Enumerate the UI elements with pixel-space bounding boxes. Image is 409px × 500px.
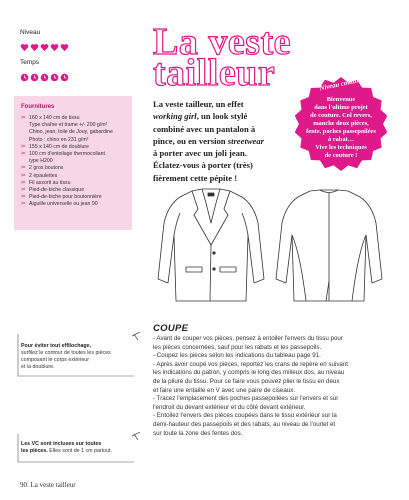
heart-icon — [40, 39, 49, 48]
supply-item — [21, 137, 129, 144]
scissors-icon: ✂ — [21, 115, 26, 121]
intro-line: combiné avec un pantalon à — [153, 123, 256, 134]
level-rating — [20, 39, 70, 57]
supplies-box — [14, 96, 132, 230]
tip-frame — [14, 432, 146, 464]
clock-icon — [30, 69, 39, 78]
supplies-list — [21, 115, 129, 209]
supply-item — [21, 201, 129, 208]
badge-line: dans l'ultime projet — [314, 104, 368, 111]
supply-item — [21, 158, 129, 165]
tip-frame — [14, 332, 146, 378]
badge-line: de couture. Col revers, — [310, 112, 372, 119]
badge-line: de couture ! — [324, 152, 358, 159]
intro-line: à porter avec un joli jean. — [153, 148, 247, 159]
intro-text-span: , un look stylé — [196, 111, 248, 122]
instruction-line: et faire une entaille en V avec une paire de ciseaux. — [153, 386, 296, 394]
clock-icon — [50, 69, 59, 78]
jacket-drawing — [150, 183, 400, 308]
tip-bold: Les VC sont incluses sur toutes — [21, 441, 102, 447]
supply-item — [21, 129, 129, 136]
tip-line: surfilez le contour de toutes les pièces — [21, 350, 111, 357]
intro-italic: streetwear — [227, 135, 265, 146]
badge-body — [297, 96, 385, 160]
instruction-line: - Entoilez l'envers des pièces coupées dans le tissu extérieur sur la — [153, 412, 337, 420]
title-line-2: tailleur — [153, 52, 276, 94]
intro-text — [153, 98, 303, 184]
badge-line: Bienvenue — [326, 96, 356, 103]
front-pocket-right — [220, 267, 236, 272]
supply-text: 2 épaulettes — [29, 172, 58, 179]
temps-label: Temps — [20, 59, 40, 66]
scissors-icon: ✂ — [21, 151, 26, 158]
tip-bold: les pièces. — [21, 448, 48, 455]
intro-line: fièrement cette pépite ! — [153, 172, 238, 183]
section-title: COUPE — [153, 323, 189, 334]
supply-item — [21, 194, 129, 201]
clock-icon — [40, 69, 49, 78]
badge-line: Vive les techniques — [315, 144, 367, 151]
page-title — [153, 21, 292, 94]
supply-text: Pied-de-biche classique — [29, 187, 85, 194]
intro-line: La veste tailleur, un effet — [153, 99, 244, 109]
supply-item — [21, 151, 129, 158]
instruction-line: l'endroit du devant extérieur et du côté devant extérieur. — [153, 403, 306, 411]
tip-bold: Pour éviter tout effilochage, — [21, 343, 92, 349]
badge-line: manche deux pièces, — [313, 120, 369, 127]
tip-line: composant le corps extérieur — [21, 357, 90, 364]
footer-title: La veste tailleur — [30, 481, 76, 489]
supply-text: Chino, jean, toile de Jouy, gabardine — [29, 129, 113, 136]
jacket-illustration — [150, 183, 400, 308]
supply-item — [21, 187, 129, 194]
supply-text: 160 x 140 cm de tissu — [29, 115, 80, 121]
instruction-line: les pièces concernées, sauf pour les rabats et les passepoils. — [153, 343, 322, 351]
tip-line: Elles sont de 1 cm partout. — [47, 448, 112, 455]
supply-text: Photo : chino en 231 g/m² — [29, 136, 89, 143]
supply-item — [21, 173, 129, 180]
niveau-couture-badge — [293, 76, 389, 172]
heart-icon — [20, 39, 29, 48]
scissors-icon: ✂ — [21, 172, 26, 179]
tip-line: et la doublure. — [21, 364, 55, 371]
supplies-heading: Fournitures — [21, 104, 55, 110]
front-pocket-left — [186, 267, 202, 272]
scissors-icon: ✂ — [21, 165, 26, 172]
supply-text: Type chaîne et trame +/- 200 g/m² — [29, 122, 108, 129]
intro-line — [153, 110, 303, 122]
clock-icon — [60, 69, 69, 78]
supply-text: Fil assorti au tissu — [29, 179, 71, 186]
intro-italic: working girl — [153, 111, 197, 122]
supply-item — [21, 122, 129, 129]
supply-item — [21, 115, 129, 122]
instruction-line: les indications du patron, y compris le long des milieux dos, au niveau — [153, 369, 345, 377]
supply-text: 155 x 140 cm de doublure — [29, 143, 89, 150]
intro-line: Éclatez-vous à porter (très) — [153, 160, 253, 171]
instruction-line: demi-hauteur des passepoils et des rabats, au niveau de l'ourlet et — [153, 420, 336, 428]
clock-icon — [20, 69, 29, 78]
instruction-line: - Tracez l'emplacement des poches passepoilées sur l'envers et sur — [153, 395, 339, 403]
instruction-line: de la pliure du tissu. Pour ce faire vous pouvez plier le tissu en deux — [153, 377, 340, 385]
instruction-line: - Avant de couper vos pièces, pensez à entoiler l'envers du tissu pour — [153, 335, 343, 342]
scissors-icon: ✂ — [21, 194, 26, 201]
intro-line — [153, 135, 303, 147]
niveau-label: Niveau — [20, 29, 41, 36]
supply-text: Pied-de-biche pour boutonnière — [29, 194, 102, 201]
supply-text: 2 gros boutons — [29, 165, 64, 172]
scissors-icon: ✂ — [21, 187, 26, 194]
instructions — [153, 335, 393, 438]
heart-icon — [30, 39, 39, 48]
supply-text: type H200 — [29, 158, 53, 165]
supply-item — [21, 165, 129, 172]
supply-item — [21, 144, 129, 151]
badge-title: Niveau couture — [319, 76, 363, 93]
intro-text-span: pince, ou en version — [153, 135, 228, 146]
title-line-1: La veste — [153, 21, 292, 63]
page-footer — [20, 481, 76, 489]
time-rating — [20, 69, 70, 87]
instruction-line: - Après avoir coupé vos pièces, reportez les crans de repère en suivant — [153, 360, 349, 368]
supply-text: Aiguille universelle ou jean 90 — [29, 201, 98, 208]
supply-item — [21, 180, 129, 187]
scissors-icon: ✂ — [21, 179, 26, 186]
instruction-line: - Coupez les pièces selon les indications du tableau page 91. — [153, 352, 321, 360]
badge-line: fente, poches passepoilées — [306, 128, 376, 135]
page-number: 90. — [20, 481, 29, 489]
scissors-icon: ✂ — [21, 143, 26, 150]
instruction-line: sur toute la zone des fentes dos. — [153, 429, 243, 437]
supply-text: 100 cm d'entoilage thermocollant — [29, 151, 105, 158]
heart-icon — [60, 39, 69, 48]
badge-line: à rabat… — [327, 136, 355, 143]
scissors-icon: ✂ — [21, 201, 26, 208]
heart-icon — [50, 39, 59, 48]
